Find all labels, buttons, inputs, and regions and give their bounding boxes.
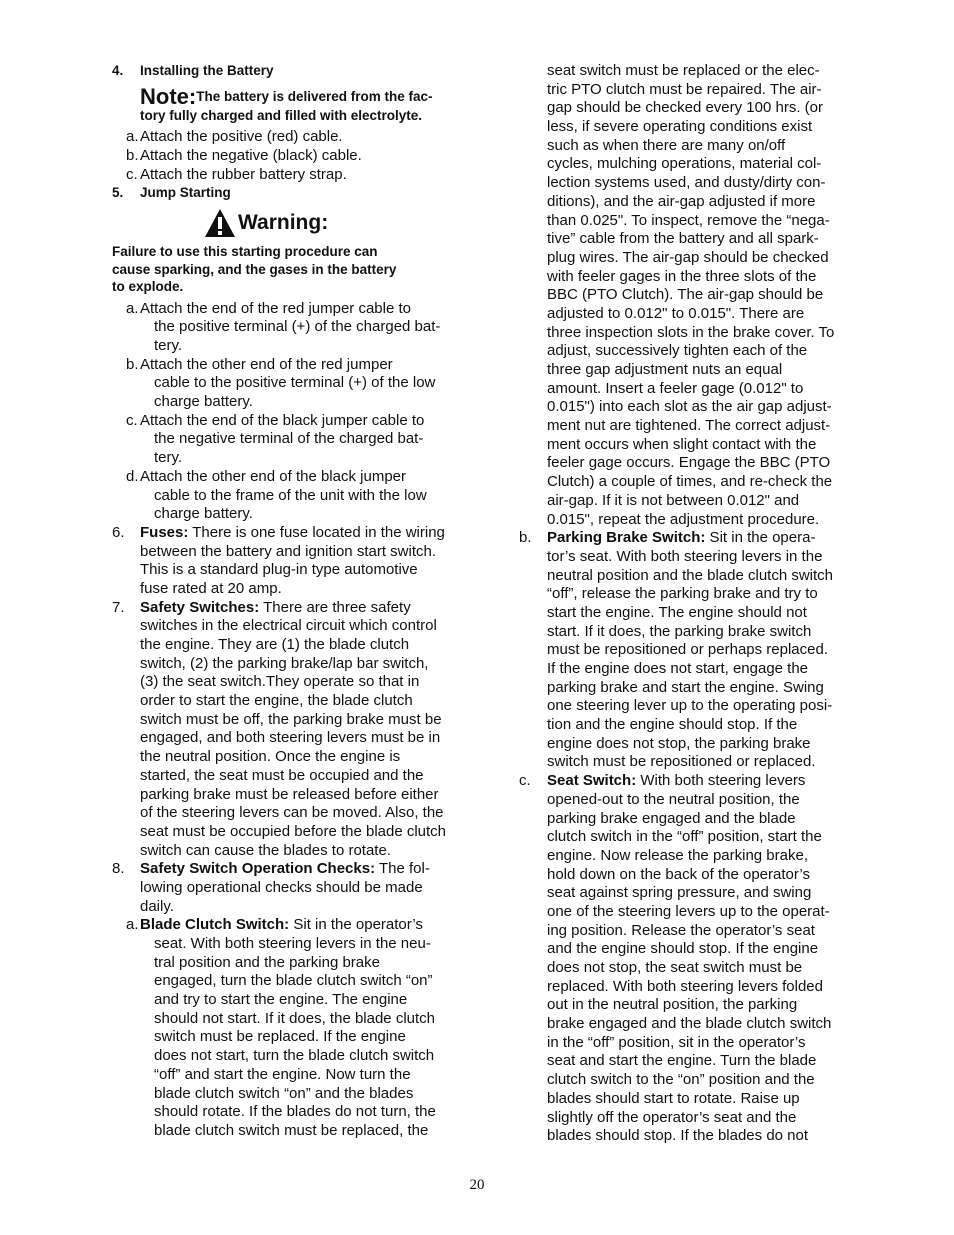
item-text: brake engaged and the blade clutch switch [547, 1015, 832, 1033]
step-text: cable to the frame of the unit with the low [154, 486, 427, 504]
page-number: 20 [469, 1177, 485, 1193]
step-text: charge battery. [154, 393, 253, 411]
item-line [112, 543, 450, 562]
warning-triangle-icon [204, 208, 236, 238]
item-line [112, 1066, 450, 1085]
item-line [519, 959, 849, 978]
continued-line: cycles, mulching operations, material col- [547, 155, 822, 173]
item-text: seat against spring pressure, and swing [547, 884, 812, 902]
item-text: switch must be off, the parking brake must be [140, 710, 442, 728]
item-line [112, 954, 450, 973]
item-line [519, 884, 849, 903]
continued-line: feeler gage occurs. Engage the BBC (PTO [547, 454, 831, 472]
item-letter: c. [519, 772, 531, 790]
continued-line: less, if severe operating conditions exist [547, 118, 813, 136]
item5-heading: 5. Jump Starting [112, 185, 231, 201]
item-line [112, 711, 450, 730]
item-text: tor’s seat. With both steering levers in the [547, 547, 823, 565]
continued-line: 0.015", repeat the adjustment procedure. [547, 510, 820, 528]
item-text: engine. Now release the parking brake, [547, 846, 808, 864]
itemb-parking-brake-switch [519, 529, 849, 772]
continued-line: such as when there are many on/off [547, 136, 786, 154]
continued-line: tric PTO clutch must be repaired. The air- [547, 80, 822, 98]
step-letter: a. [126, 128, 139, 146]
item8-operation-checks [112, 860, 450, 916]
item-text: tion and the engine should stop. If the [547, 716, 798, 734]
item-text: parking brake and start the engine. Swing [547, 678, 824, 696]
item-title: Safety Switch Operation Checks: [140, 860, 376, 878]
step-text: Attach the positive (red) cable. [140, 128, 343, 146]
continued-line: ditions), and the air-gap adjusted if more [547, 192, 816, 210]
item-line [112, 1047, 450, 1066]
jump-step-line [112, 337, 450, 356]
continued-line: plug wires. The air-gap should be checked [547, 248, 829, 266]
warning-line: to explode. [112, 279, 184, 295]
item-text: seat and start the engine. Turn the blade [547, 1052, 817, 1070]
item-text: There is one fuse located in the wiring [188, 523, 445, 541]
item-text: switch can cause the blades to rotate. [140, 841, 391, 859]
item-line [112, 729, 450, 748]
item-text: seat must be occupied before the blade clutch [140, 822, 447, 840]
item-line [519, 903, 849, 922]
item-text: opened-out to the neutral position, the [547, 790, 800, 808]
item-text: in the “off” position, sit in the operator’s [547, 1033, 806, 1051]
item-line [519, 641, 849, 660]
continued-line: gap should be checked every 100 hrs. (or [547, 99, 823, 117]
item-line [519, 585, 849, 604]
item-text: start the engine. The engine should not [547, 603, 807, 621]
item-line [519, 810, 849, 829]
step-letter: b. [126, 147, 139, 165]
item-text: should not start. If it does, the blade clutch [154, 1009, 436, 1027]
item-text: The fol- [375, 860, 430, 878]
item-text: of the steering levers can be moved. Also, the [140, 804, 444, 822]
item-line [112, 1010, 450, 1029]
item-line [519, 1034, 849, 1053]
item-line [519, 866, 849, 885]
continued-line: air-gap. If it is not between 0.012" and [547, 491, 800, 509]
item-title: Seat Switch: [547, 772, 637, 790]
item-text: out in the neutral position, the parking [547, 996, 798, 1014]
item-text: the neutral position. Once the engine is [140, 748, 401, 766]
battery-steps-list [112, 128, 450, 184]
continued-line: 0.015") into each slot as the air gap adjust- [547, 398, 832, 416]
note-line-1: Note: The battery is delivered from the fac- [140, 83, 433, 109]
jump-step-line [112, 356, 450, 375]
item-number: 8. [112, 860, 125, 878]
item-line [112, 767, 450, 786]
item-letter: b. [519, 529, 532, 547]
jump-steps-list [112, 300, 450, 524]
step-text: Attach the end of the red jumper cable to [140, 299, 412, 317]
continued-line: adjust, successively tighten each of the [547, 342, 808, 360]
item-text: There are three safety [259, 598, 411, 616]
item-text: switch must be repositioned or replaced. [547, 753, 816, 771]
item-text: daily. [140, 897, 174, 915]
item-text: clutch switch to the “on” position and the [547, 1071, 815, 1089]
item-line [112, 935, 450, 954]
step-text: cable to the positive terminal (+) of the low [154, 374, 436, 392]
jump-step-line [112, 430, 450, 449]
item-title: Blade Clutch Switch: [140, 916, 290, 934]
item7-safety-switches [112, 599, 450, 861]
step-text: Attach the other end of the red jumper [140, 355, 393, 373]
item-text: (3) the seat switch.They operate so that in [140, 673, 420, 691]
item-title: Parking Brake Switch: [547, 529, 706, 547]
jump-step-line [112, 318, 450, 337]
item-text: With both steering levers [636, 772, 806, 790]
item-line [112, 786, 450, 805]
item-text: fuse rated at 20 amp. [140, 579, 282, 597]
item-line [519, 828, 849, 847]
step-text: the positive terminal (+) of the charged bat- [154, 318, 441, 336]
item-line [519, 847, 849, 866]
item-line [112, 972, 450, 991]
continued-line: tive” cable from the battery and all spark- [547, 230, 819, 248]
item-text: order to start the engine, the blade clutch [140, 692, 413, 710]
step-text: Attach the other end of the black jumper [140, 467, 406, 485]
item-line [519, 791, 849, 810]
item-text: started, the seat must be occupied and the [140, 766, 424, 784]
step-letter: d. [126, 467, 139, 485]
item-line [112, 599, 450, 618]
item-text: engine does not stop, the parking brake [547, 734, 811, 752]
item-text: the engine. They are (1) the blade clutch [140, 636, 410, 653]
step-letter: c. [126, 411, 138, 429]
item-line [112, 804, 450, 823]
step-letter: c. [126, 165, 138, 183]
item-line [112, 748, 450, 767]
item-line [112, 692, 450, 711]
item-line [112, 655, 450, 674]
item-line [519, 996, 849, 1015]
item-line [112, 898, 450, 917]
step-letter: b. [126, 355, 139, 373]
item-line [112, 524, 450, 543]
item-text: “off”, release the parking brake and try to [547, 585, 818, 603]
item-line [112, 991, 450, 1010]
battery-step [112, 166, 450, 185]
item-line [519, 623, 849, 642]
item-text: “off” and start the engine. Now turn the [154, 1065, 411, 1083]
step-letter: a. [126, 299, 139, 317]
item-line [519, 697, 849, 716]
item-title: Fuses: [140, 523, 189, 541]
item8a-blade-clutch-switch [112, 916, 450, 1140]
step-text: charge battery. [154, 505, 253, 523]
jump-step-line [112, 300, 450, 319]
item-line [519, 1090, 849, 1109]
item-line [112, 580, 450, 599]
item-title: Safety Switches: [140, 598, 260, 616]
continued-line: three gap adjustment nuts an equal [547, 361, 783, 378]
item-line [112, 916, 450, 935]
itemc-seat-switch [519, 772, 849, 1146]
item-line [519, 1052, 849, 1071]
item-line [519, 940, 849, 959]
item-line [112, 1085, 450, 1104]
item-text: blades should stop. If the blades do not [547, 1127, 809, 1145]
item-number: 7. [112, 598, 125, 616]
step-text: Attach the negative (black) cable. [140, 147, 362, 165]
item-line [519, 716, 849, 735]
item-text: ing position. Release the operator’s seat [547, 921, 815, 939]
item-text: parking brake must be released before either [140, 785, 439, 803]
jump-step-line [112, 449, 450, 468]
item-text: blade clutch switch “on” and the blades [154, 1084, 414, 1102]
item-line [519, 772, 849, 791]
continued-line: BBC (PTO Clutch). The air-gap should be [547, 286, 824, 304]
item-line [519, 567, 849, 586]
item-text: start. If it does, the parking brake switch [547, 622, 812, 640]
item-line [112, 1122, 450, 1141]
item-line [112, 823, 450, 842]
item-text: tral position and the parking brake [154, 953, 380, 971]
item-text: hold down on the back of the operator’s [547, 865, 810, 883]
note-line-2: tory fully charged and filled with electrolyte. [140, 107, 423, 123]
item-text: and the engine should stop. If the engine [547, 940, 819, 958]
item-line [112, 617, 450, 636]
item4-heading: 4. Installing the Battery [112, 63, 274, 78]
continued-line: with feeler gages in the three slots of the [547, 267, 817, 285]
item-text: switch, (2) the parking brake/lap bar switch, [140, 654, 429, 672]
item-line [112, 673, 450, 692]
step-text: tery. [154, 449, 183, 467]
item-text: Sit in the operator’s [289, 916, 423, 934]
item-text: Sit in the opera- [705, 529, 816, 547]
item-line [112, 860, 450, 879]
item-text: does not start, turn the blade clutch switch [154, 1047, 435, 1065]
warning-heading: Warning: [112, 205, 450, 241]
jump-step-line [112, 505, 450, 524]
item6-fuses [112, 524, 450, 599]
jump-step-line [112, 468, 450, 487]
item-text: clutch switch in the “off” position, start the [547, 828, 822, 846]
item-line [112, 1103, 450, 1122]
continued-text [519, 62, 849, 529]
item-line [519, 922, 849, 941]
item-text: one of the steering levers up to the operat- [547, 902, 830, 920]
item-line [519, 604, 849, 623]
continued-line: Clutch) a couple of times, and re-check the [547, 473, 833, 491]
warning-line: cause sparking, and the gases in the battery [112, 261, 397, 277]
continued-line: ment occurs when slight contact with the [547, 435, 817, 453]
item-line [519, 548, 849, 567]
step-text: Attach the end of the black jumper cable to [140, 411, 425, 429]
continued-line: three inspection slots in the brake cover. To [547, 323, 835, 341]
continued-line: lection systems used, and dusty/dirty con- [547, 174, 826, 192]
continued-line: ment nut are tightened. The correct adjust- [547, 417, 831, 435]
item-text: engaged, turn the blade clutch switch “on” [154, 972, 433, 990]
item-text: slightly off the operator’s seat and the [547, 1108, 797, 1126]
right-column [519, 62, 849, 1146]
item-line [112, 561, 450, 580]
item-text: If the engine does not start, engage the [547, 660, 809, 677]
item-text: between the battery and ignition start switch. [140, 542, 437, 560]
item-text: switch must be replaced. If the engine [154, 1028, 406, 1046]
item-text: one steering lever up to the operating posi- [547, 697, 833, 715]
item-line [519, 529, 849, 548]
item-line [112, 842, 450, 861]
continued-line: amount. Insert a feeler gage (0.012" to [547, 379, 804, 397]
continued-line: seat switch must be replaced or the elec- [547, 62, 820, 79]
item-text: engaged, and both steering levers must be in [140, 729, 441, 747]
item-line [519, 1109, 849, 1128]
item-line [112, 636, 450, 655]
warning-text [112, 243, 450, 296]
item-text: seat. With both steering levers in the neu- [154, 935, 431, 952]
item-text: This is a standard plug-in type automotive [140, 561, 418, 579]
item-text: must be repositioned or perhaps replaced. [547, 641, 829, 659]
item-text: blade clutch switch must be replaced, the [154, 1121, 429, 1139]
item-line [519, 978, 849, 997]
jump-step-line [112, 393, 450, 412]
item-text: switches in the electrical circuit which control [140, 617, 437, 635]
left-column [112, 62, 450, 1141]
item-line [112, 879, 450, 898]
continued-line: adjusted to 0.012" to 0.015". There are [547, 304, 805, 322]
item-number: a. [126, 916, 139, 934]
item-text: and try to start the engine. The engine [154, 991, 408, 1009]
step-text: the negative terminal of the charged bat- [154, 430, 424, 448]
jump-step-line [112, 487, 450, 506]
warning-line: Failure to use this starting procedure can [112, 244, 378, 260]
item-text: replaced. With both steering levers folded [547, 977, 823, 995]
continued-line: than 0.025". To inspect, remove the “nega- [547, 211, 830, 229]
jump-step-line [112, 374, 450, 393]
item-line [519, 1015, 849, 1034]
item-text: parking brake engaged and the blade [547, 809, 796, 827]
item-line [519, 1071, 849, 1090]
battery-step [112, 128, 450, 147]
item-line [112, 1028, 450, 1047]
item-text: should rotate. If the blades do not turn, the [154, 1103, 436, 1121]
item-text: does not stop, the seat switch must be [547, 959, 803, 976]
step-text: Attach the rubber battery strap. [140, 165, 347, 183]
battery-step [112, 147, 450, 166]
item-text: blades should start to rotate. Raise up [547, 1089, 800, 1107]
item-text: neutral position and the blade clutch switch [547, 566, 834, 584]
item-number: 6. [112, 523, 125, 541]
step-text: tery. [154, 337, 183, 354]
item-line [519, 660, 849, 679]
item-line [519, 679, 849, 698]
item-line [519, 753, 849, 772]
item-line [519, 1127, 849, 1146]
item-line [519, 735, 849, 754]
item-text: lowing operational checks should be made [140, 878, 423, 896]
jump-step-line [112, 412, 450, 431]
